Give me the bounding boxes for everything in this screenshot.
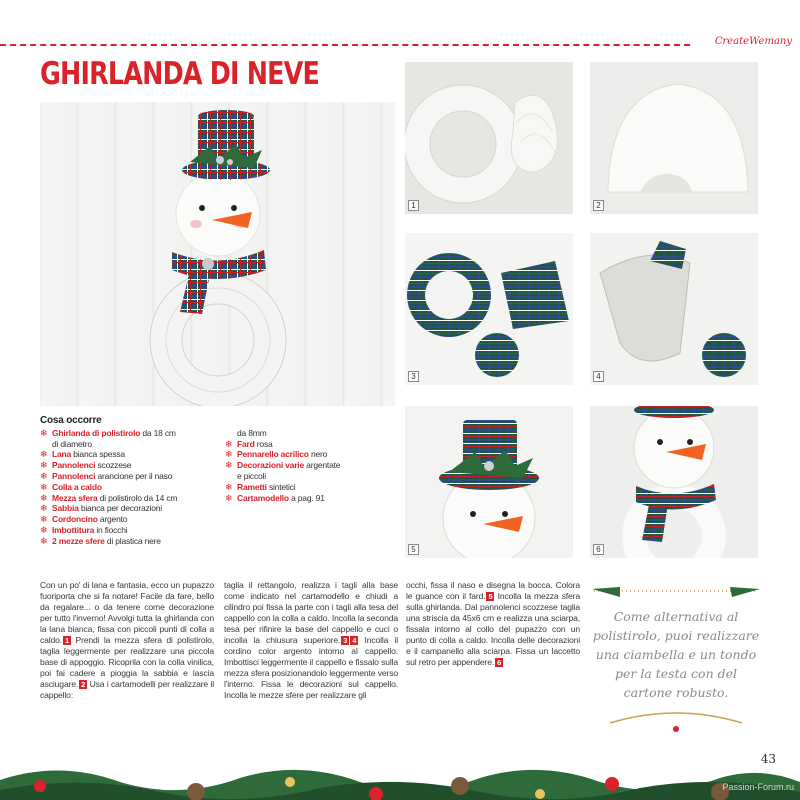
snowflake-icon: ❄ — [40, 535, 48, 546]
instructions-column-1: Con un po' di lana e fantasia, ecco un pupazzo fuoriporta che si fa notare! Facile da fare, bello da regalare... o da tenere come decorazione per tutto l'inverno! Avvolgi tutta la ghirlanda con la lana bianca, fissa con piccoli punti di colla a caldo. 1 Prendi la mezza sfera di polistirolo, taglia leggermente per realizzare una piccola base di appoggio. Ricoprila con la colla vinilica, poi fai cadere a pioggia la sabbia e lascia asciugare. 2 Usa i cartamodelli per realizzare il cappello: — [40, 580, 214, 700]
step-6-illustration — [590, 406, 758, 558]
snowflake-icon: ❄ — [40, 460, 48, 471]
tip-text: Come alternativa al polistirolo, puoi realizzare una ciambella e un tondo per la testa con del cartone robusto. — [592, 609, 760, 700]
snowflake-icon: ❄ — [40, 514, 48, 525]
material-item-continuation: e piccoli — [237, 470, 266, 481]
material-item: ❄ Rametti sintetici — [225, 481, 296, 492]
step-1-illustration — [405, 62, 573, 214]
materials-list — [40, 416, 400, 547]
materials-column-1 — [40, 428, 215, 547]
snowflake-icon: ❄ — [40, 481, 48, 492]
material-item: ❄ Pannolenci scozzese — [40, 460, 132, 471]
step-photo-2 — [590, 62, 758, 214]
snowman-wreath-illustration — [40, 102, 395, 406]
step-number: 6 — [593, 544, 604, 555]
snowflake-icon: ❄ — [225, 481, 233, 492]
material-item: ❄ Mezza sfera di polistirolo da 14 cm — [40, 492, 178, 503]
snowflake-icon: ❄ — [40, 524, 48, 535]
step-number: 1 — [408, 200, 419, 211]
instructions-column-3: occhi, fissa il naso e disegna la bocca. Colora le guance con il fard. 5 Incolla la mezza sfera sulla ghirlanda. Dal pannolenci scozzese taglia una striscia da 45x6 cm e realizza una sciarpa, fissala intorno al collo del pupazzo con un punto di colla a caldo. Incolla delle decorazioni e il campanello alla sciarpa. Fissa un laccetto sul retro per appendere. 6 — [406, 580, 580, 667]
step-number: 4 — [593, 371, 604, 382]
material-item: ❄ Pannolenci arancione per il naso — [40, 470, 173, 481]
snowflake-icon: ❄ — [225, 438, 233, 449]
step-reference: 1 — [65, 636, 70, 645]
brand-logo: CreateWemany — [714, 36, 792, 47]
snowflake-icon: ❄ — [40, 427, 48, 438]
step-photo-4 — [590, 233, 758, 385]
page-number: 43 — [760, 752, 776, 766]
snowflake-icon: ❄ — [225, 492, 233, 503]
snowflake-icon: ❄ — [225, 460, 233, 471]
step-number: 2 — [593, 200, 604, 211]
material-item: ❄ Imbottitura in fiocchi — [40, 524, 128, 535]
material-item: ❄ Cordoncino argento — [40, 514, 128, 525]
materials-column-2 — [225, 428, 400, 547]
material-item: ❄ Decorazioni varie argentate — [225, 460, 341, 471]
snowflake-icon: ❄ — [40, 503, 48, 514]
page-title: GHIRLANDA DI NEVE — [40, 56, 320, 92]
material-item: ❄ Sabbia bianca per decorazioni — [40, 503, 162, 514]
material-item: ❄ Lana bianca spessa — [40, 449, 125, 460]
material-item: ❄ 2 mezze sfere di plastica nere — [40, 535, 161, 546]
main-photo-snowman-wreath — [40, 102, 395, 406]
step-photo-5 — [405, 406, 573, 558]
material-item-continuation: da 8mm — [237, 427, 267, 438]
step-reference: 2 — [81, 680, 86, 689]
step-reference: 4 — [352, 636, 357, 645]
material-item: ❄ Fard rosa — [225, 438, 273, 449]
top-dashed-rule — [0, 44, 690, 46]
step-photo-3 — [405, 233, 573, 385]
step-reference: 3 — [343, 636, 348, 645]
watermark: Passion-Forum.ru — [722, 782, 794, 792]
materials-heading: Cosa occorre — [40, 415, 102, 426]
snowflake-icon: ❄ — [225, 449, 233, 460]
material-item-continuation: di diametro — [52, 438, 92, 449]
material-item: ❄ Colla a caldo — [40, 481, 102, 492]
step-number: 5 — [408, 544, 419, 555]
snowflake-icon: ❄ — [40, 470, 48, 481]
snowflake-icon: ❄ — [40, 449, 48, 460]
step-number: 3 — [408, 371, 419, 382]
instructions-column-2: taglia il rettangolo, realizza i tagli alla base come indicato nel cartamodello e chiudi a cilindro poi fissa la parte con i tagli alla tesa del cappello con la colla a caldo. Incolla la seconda tesa per rifinire la base del cappello e cuci o incolla la chiusura superiore. 3 4 Incolla il cordino color argento intorno al cappello. Imbottisci leggermente il cappello e fissalo sulla mezza sfera posizionandolo leggermente verso l'interno. Fissa le decorazioni sul cappello. Incolla le mezze sfere per realizzare gli — [224, 580, 398, 700]
material-item: ❄ Cartamodello a pag. 91 — [225, 492, 325, 503]
step-5-illustration — [405, 406, 573, 558]
tip-box — [590, 585, 762, 735]
step-reference: 5 — [488, 592, 493, 601]
step-photo-6 — [590, 406, 758, 558]
snowflake-icon: ❄ — [40, 492, 48, 503]
step-2-illustration — [590, 62, 758, 214]
material-item: ❄ Ghirlanda di polistirolo da 18 cm — [40, 427, 176, 438]
material-item: ❄ Pennarello acrilico nero — [225, 449, 328, 460]
step-reference: 6 — [497, 658, 502, 667]
pine-garland-decoration — [0, 730, 800, 800]
step-3-illustration — [405, 233, 573, 385]
step-4-illustration — [590, 233, 758, 385]
step-photo-1 — [405, 62, 573, 214]
